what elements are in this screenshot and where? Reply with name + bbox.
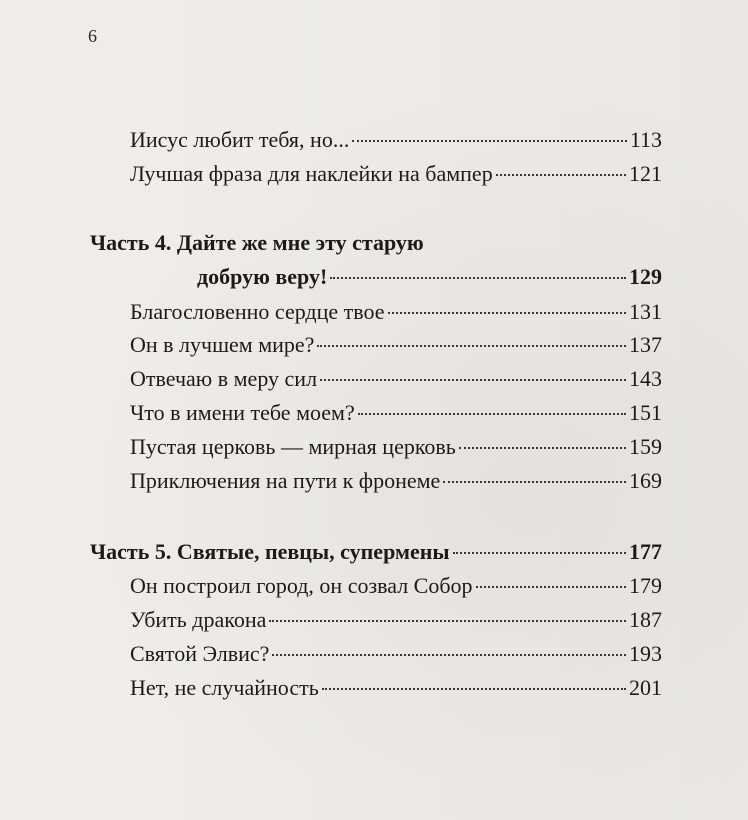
toc-entry-page: 113 [629,127,662,152]
part4-page: 129 [629,264,662,289]
toc-entry[interactable] [130,126,662,154]
toc-entry-page: 179 [629,573,662,598]
toc-entry[interactable] [130,606,662,634]
part4-title-line1[interactable]: Часть 4. Дайте же мне эту старую [90,230,424,255]
part5-heading[interactable] [90,538,662,566]
toc-entry-title: Иисус любит тебя, но... [130,127,350,152]
toc-entry[interactable] [130,674,662,702]
toc-entry[interactable] [130,467,662,495]
toc-entry-title: Он построил город, он созвал Собор [130,573,473,598]
toc-entry[interactable] [130,399,662,427]
toc-entry-title: Лучшая фраза для наклейки на бампер [130,161,493,186]
toc-entry[interactable] [130,433,662,461]
part5-page: 177 [629,539,662,564]
dot-leader [352,140,627,142]
toc-entry-title: Приключения на пути к фронеме [130,468,441,493]
part4-heading[interactable] [197,263,662,291]
toc-entry-page: 151 [629,400,662,425]
toc-entry[interactable] [130,298,662,326]
dot-leader [358,413,626,415]
toc-entry-title: Пустая церковь — мирная церковь [130,434,456,459]
page-number: 6 [88,26,97,46]
dot-leader [496,174,626,176]
part5-title: Часть 5. Святые, певцы, супермены [90,539,450,564]
part4-title-line2: добрую веру! [197,264,328,289]
toc-entry[interactable] [130,160,662,188]
dot-leader [272,654,626,656]
toc-entry-page: 143 [629,366,662,391]
dot-leader [317,345,626,347]
toc-entry-title: Он в лучшем мире? [130,332,315,357]
dot-leader [443,481,626,483]
toc-entry-page: 131 [629,299,662,324]
dot-leader [459,447,626,449]
toc-entry-page: 193 [629,641,662,666]
dot-leader [320,379,626,381]
toc-entry-page: 137 [629,332,662,357]
dot-leader [453,552,626,554]
dot-leader [476,586,626,588]
toc-entry[interactable] [130,331,662,359]
toc-entry-title: Благословенно сердце твое [130,299,385,324]
toc-entry-page: 169 [629,468,662,493]
toc-entry-page: 201 [629,675,662,700]
dot-leader [322,688,626,690]
toc-entry-title: Нет, не случайность [130,675,319,700]
dot-leader [330,277,626,279]
toc-entry-title: Что в имени тебе моем? [130,400,355,425]
toc-entry[interactable] [130,572,662,600]
toc-entry-title: Святой Элвис? [130,641,270,666]
toc-entry-title: Отвечаю в меру сил [130,366,318,391]
toc-entry-page: 121 [629,161,662,186]
toc-entry[interactable] [130,640,662,668]
dot-leader [269,620,626,622]
toc-entry-title: Убить дракона [130,607,267,632]
dot-leader [388,312,626,314]
toc-entry-page: 159 [629,434,662,459]
toc-entry-page: 187 [629,607,662,632]
toc-entry[interactable] [130,365,662,393]
